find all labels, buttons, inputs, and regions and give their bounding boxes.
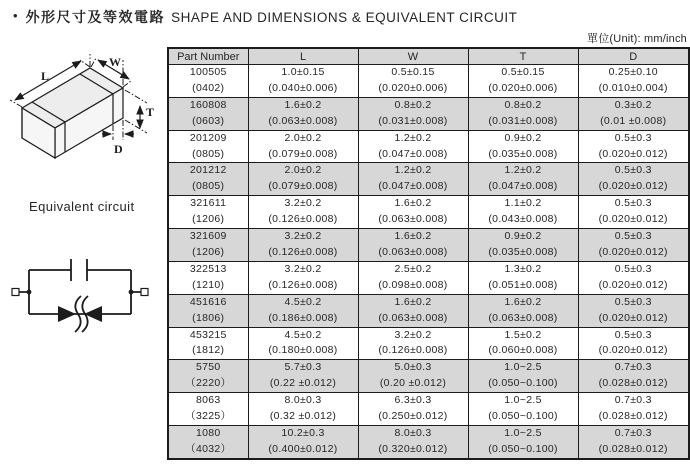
page-title: [13, 7, 517, 27]
capacitor-symbol: [71, 259, 87, 281]
page-title-en: SHAPE AND DIMENSIONS & EQUIVALENT CIRCUIT: [171, 10, 518, 25]
dim-label-l: L: [41, 69, 50, 83]
table-row: [168, 65, 689, 98]
part-number-cell: 453215 (1812): [168, 327, 248, 360]
column-header-d: D: [578, 48, 689, 65]
dimension-cell: 5.7±0.3 (0.22 ±0.012): [248, 360, 358, 393]
dimension-cell: 0.9±0.2 (0.035±0.008): [468, 229, 578, 262]
part-number-cell: 8063 （3225）: [168, 393, 248, 426]
table-row: [168, 360, 689, 393]
dimension-cell: 0.5±0.15 (0.020±0.006): [468, 65, 578, 98]
part-number-cell: 322513 (1210): [168, 261, 248, 294]
table-header-row: [168, 48, 689, 65]
dimension-cell: 1.6±0.2 (0.063±0.008): [358, 229, 468, 262]
dimension-cell: 10.2±0.3 (0.400±0.012): [248, 425, 358, 458]
dimension-cell: 1.1±0.2 (0.043±0.008): [468, 196, 578, 229]
part-number-cell: 201212 (0805): [168, 163, 248, 196]
table-row: [168, 130, 689, 163]
dimension-cell: 0.8±0.2 (0.031±0.008): [358, 97, 468, 130]
dimension-cell: 1.6±0.2 (0.063±0.008): [468, 294, 578, 327]
equivalent-circuit-caption: Equivalent circuit: [29, 199, 135, 214]
dimensions-table: [167, 47, 690, 460]
dimension-cell: 5.0±0.3 (0.20 ±0.012): [358, 360, 468, 393]
table-row: [168, 393, 689, 426]
unit-label: 單位(Unit): mm/inch: [587, 33, 687, 45]
table-row: [168, 425, 689, 458]
dimension-cell: 3.2±0.2 (0.126±0.008): [248, 261, 358, 294]
dimension-cell: 1.6±0.2 (0.063±0.008): [248, 97, 358, 130]
dimensions-table-body: [168, 65, 689, 459]
junction-dot: [129, 290, 134, 295]
dimension-cell: 1.0~2.5 (0.050~0.100): [468, 360, 578, 393]
dimension-cell: 0.25±0.10 (0.010±0.004): [578, 65, 689, 98]
dimension-cell: 1.0~2.5 (0.050~0.100): [468, 393, 578, 426]
circuit-wires: [19, 270, 141, 314]
dimension-cell: 1.2±0.2 (0.047±0.008): [358, 163, 468, 196]
part-number-cell: 160808 (0603): [168, 97, 248, 130]
column-header-t: T: [468, 48, 578, 65]
dimension-cell: 0.5±0.3 (0.020±0.012): [578, 163, 689, 196]
column-header-l: L: [248, 48, 358, 65]
dimension-cell: 0.5±0.3 (0.020±0.012): [578, 229, 689, 262]
table-row: [168, 327, 689, 360]
part-number-cell: 1080 （4032）: [168, 425, 248, 458]
column-header-w: W: [358, 48, 468, 65]
dimension-cell: 2.0±0.2 (0.079±0.008): [248, 130, 358, 163]
dimension-cell: 3.2±0.2 (0.126±0.008): [358, 327, 468, 360]
dimension-cell: 3.2±0.2 (0.126±0.008): [248, 196, 358, 229]
dimension-cell: 2.0±0.2 (0.079±0.008): [248, 163, 358, 196]
dimension-cell: 3.2±0.2 (0.126±0.008): [248, 229, 358, 262]
dimension-cell: 1.6±0.2 (0.063±0.008): [358, 196, 468, 229]
dimension-cell: 1.0±0.15 (0.040±0.006): [248, 65, 358, 98]
dimension-cell: 0.7±0.3 (0.028±0.012): [578, 393, 689, 426]
dimension-cell: 1.0~2.5 (0.050~0.100): [468, 425, 578, 458]
dimension-cell: 1.3±0.2 (0.051±0.008): [468, 261, 578, 294]
dim-label-d: D: [114, 142, 123, 156]
dimension-cell: 0.5±0.15 (0.020±0.006): [358, 65, 468, 98]
part-number-cell: 100505 (0402): [168, 65, 248, 98]
equivalent-circuit-diagram: [0, 252, 160, 347]
part-number-cell: 451616 (1806): [168, 294, 248, 327]
table-row: [168, 196, 689, 229]
dimension-cell: 8.0±0.3 (0.32 ±0.012): [248, 393, 358, 426]
dimension-cell: 4.5±0.2 (0.180±0.008): [248, 327, 358, 360]
part-number-cell: 5750 （2220）: [168, 360, 248, 393]
table-row: [168, 97, 689, 130]
dimension-cell: 0.9±0.2 (0.035±0.008): [468, 130, 578, 163]
bullet-icon: •: [13, 8, 18, 23]
dim-label-w: W: [109, 55, 121, 69]
part-number-cell: 201209 (0805): [168, 130, 248, 163]
dimension-cell: 0.7±0.3 (0.028±0.012): [578, 425, 689, 458]
table-row: [168, 163, 689, 196]
dimension-cell: 0.5±0.3 (0.020±0.012): [578, 294, 689, 327]
dimension-cell: 0.5±0.3 (0.020±0.012): [578, 261, 689, 294]
table-row: [168, 229, 689, 262]
dimension-cell: 0.5±0.3 (0.020±0.012): [578, 196, 689, 229]
part-number-cell: 321609 (1206): [168, 229, 248, 262]
dimension-cell: 1.2±0.2 (0.047±0.008): [468, 163, 578, 196]
dimension-cell: 6.3±0.3 (0.250±0.012): [358, 393, 468, 426]
junction-dot: [27, 290, 32, 295]
dimension-cell: 0.5±0.3 (0.020±0.012): [578, 130, 689, 163]
dimension-cell: 1.6±0.2 (0.063±0.008): [358, 294, 468, 327]
table-row: [168, 261, 689, 294]
dimension-cell: 0.5±0.3 (0.020±0.012): [578, 327, 689, 360]
dimension-cell: 1.5±0.2 (0.060±0.008): [468, 327, 578, 360]
part-number-cell: 321611 (1206): [168, 196, 248, 229]
dimension-cell: 2.5±0.2 (0.098±0.008): [358, 261, 468, 294]
dimension-cell: 4.5±0.2 (0.186±0.008): [248, 294, 358, 327]
column-header-part-number: Part Number: [168, 48, 248, 65]
dimension-cell: 1.2±0.2 (0.047±0.008): [358, 130, 468, 163]
chip-shape-diagram: [8, 54, 160, 188]
table-row: [168, 294, 689, 327]
dimension-cell: 0.7±0.3 (0.028±0.012): [578, 360, 689, 393]
dimension-cell: 8.0±0.3 (0.320±0.012): [358, 425, 468, 458]
page-title-zh: 外形尺寸及等效電路: [25, 9, 166, 25]
dimension-cell: 0.8±0.2 (0.031±0.008): [468, 97, 578, 130]
dimension-cell: 0.3±0.2 (0.01 ±0.008): [578, 97, 689, 130]
dim-label-t: T: [146, 105, 155, 119]
